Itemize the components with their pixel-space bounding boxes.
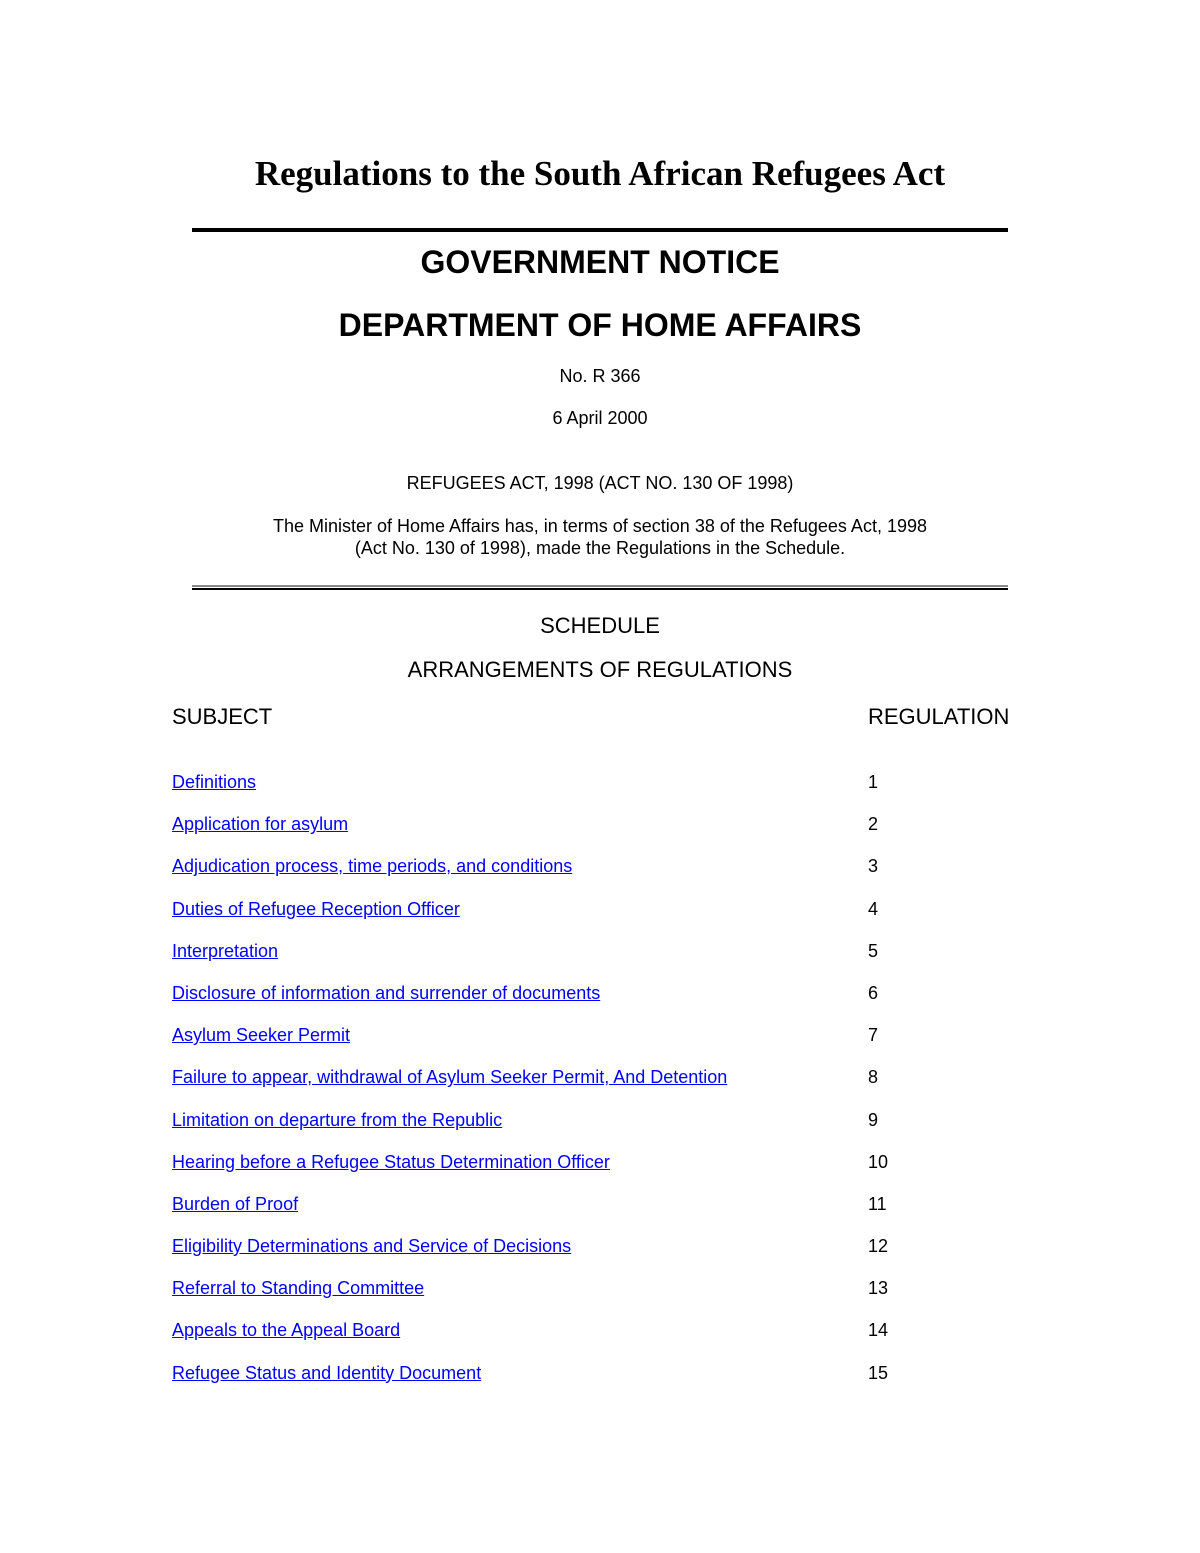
- toc-link[interactable]: Burden of Proof: [172, 1193, 299, 1214]
- department-heading: DEPARTMENT OF HOME AFFAIRS: [338, 307, 862, 343]
- regulation-number: 5: [868, 940, 879, 961]
- regulation-number: 4: [868, 898, 879, 919]
- regulation-number: 6: [868, 982, 879, 1003]
- toc-link[interactable]: Adjudication process, time periods, and conditions: [172, 856, 573, 877]
- notice-number: No. R 366: [559, 366, 641, 386]
- act-title: REFUGEES ACT, 1998 (ACT NO. 130 OF 1998): [406, 473, 794, 493]
- title-divider: [192, 228, 1008, 232]
- schedule-subheading: ARRANGEMENTS OF REGULATIONS: [407, 657, 793, 682]
- toc-row: [172, 853, 932, 895]
- regulation-number: 2: [868, 814, 879, 835]
- regulation-number: 7: [868, 1025, 879, 1046]
- toc-row: [172, 1064, 932, 1106]
- preamble-line-1: The Minister of Home Affairs has, in terms of section 38 of the Refugees Act, 1998: [272, 516, 927, 536]
- toc-link[interactable]: Failure to appear, withdrawal of Asylum Seeker Permit, And Detention: [172, 1067, 728, 1088]
- regulation-number: 3: [868, 856, 879, 877]
- regulations-table-of-contents: [172, 769, 932, 1402]
- toc-row: [172, 1275, 932, 1317]
- toc-row: [172, 1233, 932, 1275]
- preamble-line-2: (Act No. 130 of 1998), made the Regulations in the Schedule.: [354, 538, 846, 558]
- toc-link[interactable]: Asylum Seeker Permit: [172, 1025, 351, 1046]
- regulation-number: 9: [868, 1109, 879, 1130]
- regulation-column-header: REGULATION: [868, 704, 1010, 729]
- toc-link[interactable]: Interpretation: [172, 940, 279, 961]
- toc-row: [172, 938, 932, 980]
- regulation-number: 15: [868, 1362, 889, 1383]
- schedule-heading: SCHEDULE: [540, 613, 660, 638]
- toc-link[interactable]: Application for asylum: [172, 814, 349, 835]
- regulation-number: 14: [868, 1320, 889, 1341]
- toc-row: [172, 811, 932, 853]
- regulation-number: 11: [868, 1193, 887, 1214]
- subject-column-header: SUBJECT: [172, 704, 273, 729]
- toc-row: [172, 1149, 932, 1191]
- regulation-number: 8: [868, 1067, 879, 1088]
- document-title: Regulations to the South African Refugees Act: [254, 154, 946, 193]
- toc-row: [172, 1317, 932, 1359]
- notice-heading: GOVERNMENT NOTICE: [420, 244, 780, 280]
- toc-row: [172, 1107, 932, 1149]
- toc-row: [172, 769, 932, 811]
- toc-row: [172, 1360, 932, 1402]
- toc-row: [172, 1191, 932, 1233]
- toc-link[interactable]: Referral to Standing Committee: [172, 1278, 425, 1299]
- toc-link[interactable]: Definitions: [172, 772, 257, 792]
- toc-link[interactable]: Refugee Status and Identity Document: [172, 1362, 482, 1383]
- toc-row: [172, 980, 932, 1022]
- notice-date: 6 April 2000: [552, 408, 648, 428]
- regulation-number: 10: [868, 1151, 889, 1172]
- toc-link[interactable]: Appeals to the Appeal Board: [172, 1320, 401, 1341]
- regulation-number: 1: [868, 772, 879, 792]
- toc-link[interactable]: Limitation on departure from the Republic: [172, 1109, 503, 1130]
- preamble-divider: [192, 585, 1008, 590]
- regulation-number: 12: [868, 1236, 889, 1257]
- regulation-number: 13: [868, 1278, 889, 1299]
- toc-link[interactable]: Disclosure of information and surrender of documents: [172, 982, 601, 1003]
- toc-row: [172, 896, 932, 938]
- toc-row: [172, 1022, 932, 1064]
- toc-link[interactable]: Eligibility Determinations and Service of Decisions: [172, 1236, 572, 1257]
- toc-link[interactable]: Hearing before a Refugee Status Determination Officer: [172, 1151, 610, 1172]
- toc-link[interactable]: Duties of Refugee Reception Officer: [172, 898, 460, 919]
